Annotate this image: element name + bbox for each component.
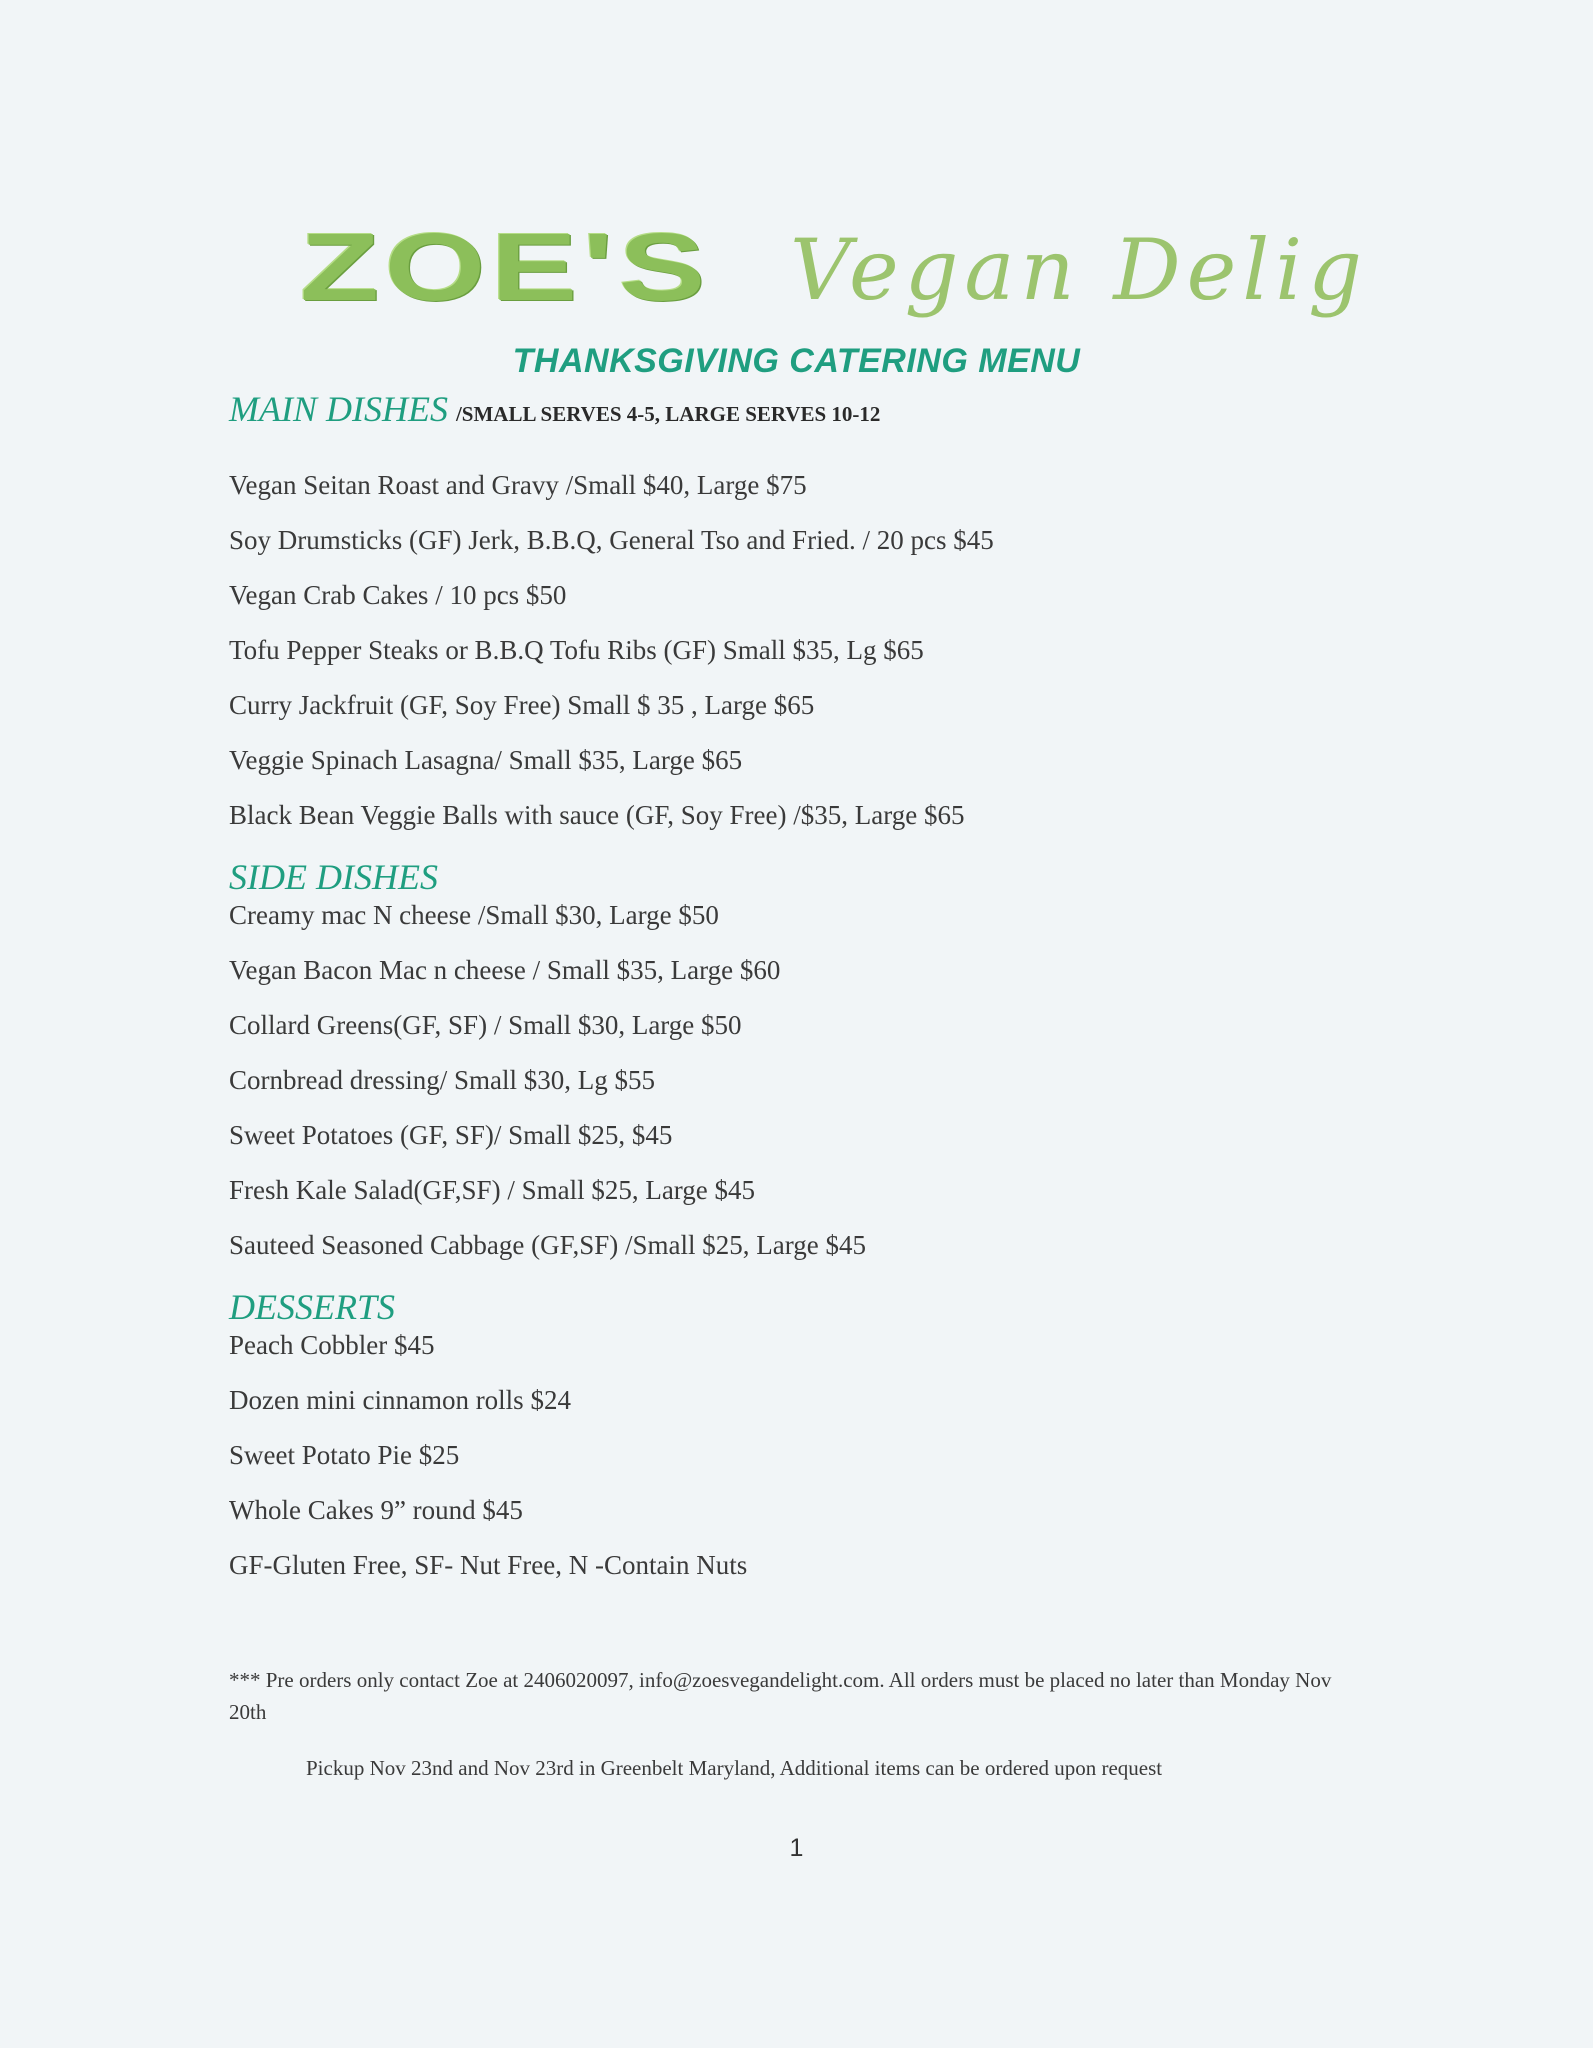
menu-item: Whole Cakes 9” round $45	[229, 1495, 523, 1525]
menu-item: Vegan Bacon Mac n cheese / Small $35, Large $60	[229, 955, 781, 985]
menu-item: Sweet Potatoes (GF, SF)/ Small $25, $45	[229, 1120, 673, 1150]
menu-item: Dozen mini cinnamon rolls $24	[229, 1385, 571, 1415]
menu-item: Tofu Pepper Steaks or B.B.Q Tofu Ribs (GF) Small $35, Lg $65	[229, 635, 924, 665]
logo-script-text: Vegan Delig	[790, 221, 1368, 319]
menu-item: Sauteed Seasoned Cabbage (GF,SF) /Small $25, Large $45	[229, 1230, 866, 1260]
logo-brand-text: ZOE'S	[300, 214, 711, 321]
pickup-note: Pickup Nov 23nd and Nov 23rd in Greenbelt Maryland, Additional items can be ordered upon request	[306, 1756, 1163, 1780]
menu-item: Soy Drumsticks (GF) Jerk, B.B.Q, General Tso and Fried. / 20 pcs $45	[229, 525, 994, 555]
dietary-legend: GF-Gluten Free, SF- Nut Free, N -Contain Nuts	[229, 1550, 748, 1580]
menu-item: Cornbread dressing/ Small $30, Lg $55	[229, 1065, 655, 1095]
menu-item: Vegan Seitan Roast and Gravy /Small $40, Large $75	[229, 470, 807, 500]
main-dishes-title: MAIN DISHES	[229, 389, 448, 429]
main-dishes-heading	[229, 388, 880, 430]
menu-item: Vegan Crab Cakes / 10 pcs $50	[229, 580, 567, 610]
page-number: 1	[789, 1834, 804, 1862]
menu-item: Curry Jackfruit (GF, Soy Free) Small $ 35 , Large $65	[229, 690, 815, 720]
menu-item: Peach Cobbler $45	[229, 1330, 435, 1360]
menu-item: Creamy mac N cheese /Small $30, Large $50	[229, 900, 719, 930]
menu-title: THANKSGIVING CATERING MENU	[512, 342, 1081, 380]
menu-item: Black Bean Veggie Balls with sauce (GF, Soy Free) /$35, Large $65	[229, 800, 965, 830]
serving-size-note: /SMALL SERVES 4-5, LARGE SERVES 10-12	[455, 402, 881, 426]
menu-item: Veggie Spinach Lasagna/ Small $35, Large $65	[229, 745, 743, 775]
menu-item: Sweet Potato Pie $25	[229, 1440, 460, 1470]
menu-item: Fresh Kale Salad(GF,SF) / Small $25, Large $45	[229, 1175, 756, 1205]
side-dishes-heading: SIDE DISHES	[229, 857, 438, 897]
desserts-heading: DESSERTS	[229, 1287, 395, 1327]
menu-item: Collard Greens(GF, SF) / Small $30, Large $50	[229, 1010, 742, 1040]
preorder-note: *** Pre orders only contact Zoe at 2406020097, info@zoesvegandelight.com. All orders must be placed no later than Monday Nov 20th	[229, 1668, 1332, 1724]
zoes-vegan-delight-logo	[300, 214, 1368, 321]
